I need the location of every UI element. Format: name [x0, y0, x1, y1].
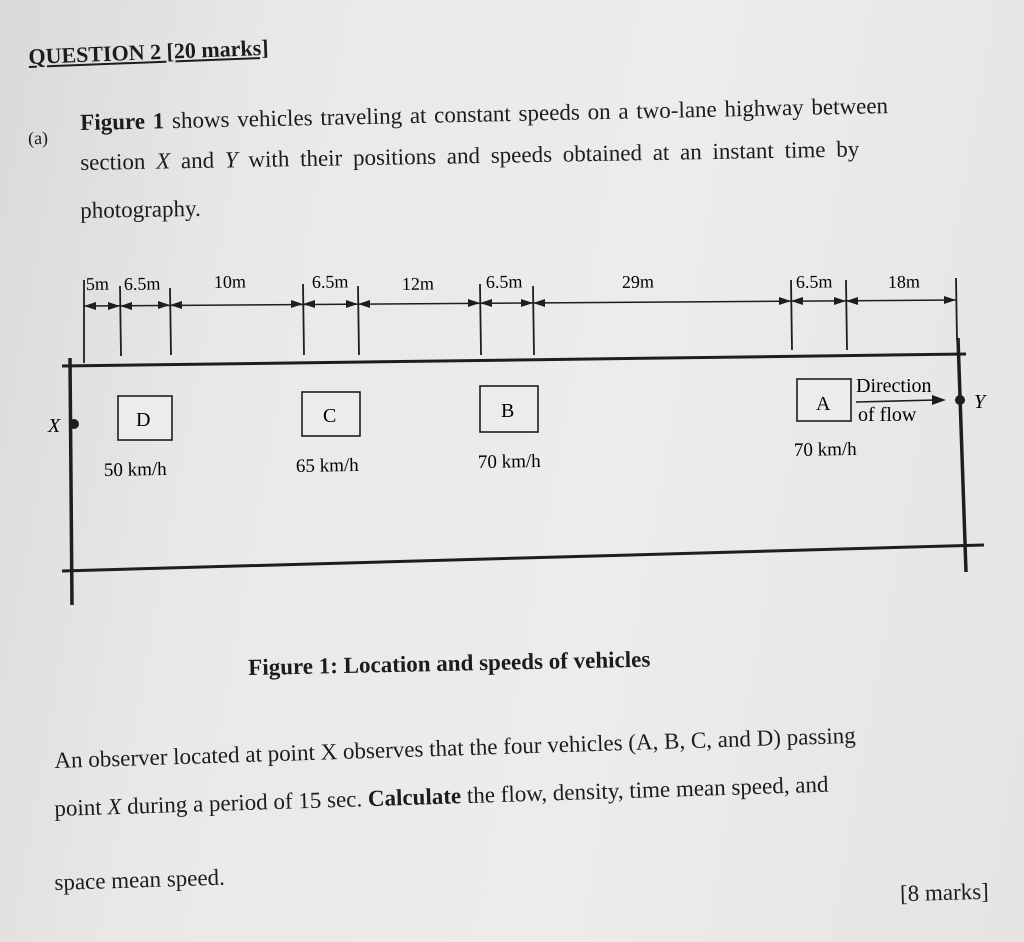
body-calculate: Calculate [367, 783, 462, 812]
intro-text-b: and [169, 147, 226, 174]
point-y-dot [955, 395, 965, 405]
body-text-a: point [54, 794, 108, 821]
figure-ref: Figure 1 [80, 108, 165, 135]
dim-label: 6.5m [123, 273, 161, 294]
dim-label: 18m [887, 271, 921, 292]
question-title: QUESTION 2 [20 marks] [28, 34, 269, 69]
figure-1-diagram [0, 260, 1024, 620]
dim-label: 10m [213, 271, 247, 292]
intro-x: X [155, 148, 171, 174]
body-line-2 [54, 772, 829, 822]
body-x: X [107, 793, 122, 820]
intro-line-2 [80, 136, 859, 176]
vehicle-d-label: D [136, 409, 151, 431]
dim-label: 12m [401, 273, 435, 294]
body-line-1: An observer located at point X observes that the four vehicles (A, B, C, and D) passing [54, 722, 856, 773]
dim-label: 6.5m [311, 271, 349, 292]
dim-label: 6.5m [485, 271, 523, 292]
vehicle-a-speed: 70 km/h [793, 438, 857, 461]
figure-caption: Figure 1: Location and speeds of vehicles [248, 646, 651, 680]
vehicle-b-label: B [501, 400, 515, 422]
dim-label: 29m [621, 271, 655, 292]
direction-label-1: Direction [856, 375, 932, 397]
vehicle-c-speed: 65 km/h [295, 454, 359, 477]
point-x-dot [69, 419, 79, 429]
section-y-line [958, 338, 966, 572]
intro-y: Y [224, 147, 238, 173]
intro-line-1-text: shows vehicles traveling at constant speeds on a two-lane highway between [163, 93, 889, 134]
intro-line-1 [80, 93, 888, 136]
intro-line-3: photography. [80, 195, 201, 223]
intro-text-a: section [80, 148, 157, 175]
body-line-3: space mean speed. [54, 864, 226, 895]
vehicle-c-label: C [323, 405, 337, 427]
body-text-c: the flow, density, time mean speed, and [460, 771, 829, 809]
vehicle-b-speed: 70 km/h [477, 450, 541, 473]
dim-label: 5m [85, 273, 110, 294]
intro-text-c: with their positions and speeds obtained at an instant time by [237, 136, 860, 173]
point-y-label: Y [974, 391, 986, 413]
part-label: (a) [27, 127, 49, 149]
vehicle-a-label: A [816, 393, 831, 415]
road-bottom-edge [62, 545, 984, 571]
road-top-edge [62, 354, 966, 366]
point-x-label: X [48, 415, 61, 437]
dim-label: 6.5m [795, 271, 833, 292]
body-text-b: during a period of 15 sec. [121, 786, 369, 819]
marks-label: [8 marks] [899, 878, 990, 907]
direction-label-2: of flow [858, 404, 917, 426]
vehicle-d-speed: 50 km/h [103, 458, 167, 481]
section-x-line [70, 358, 72, 605]
